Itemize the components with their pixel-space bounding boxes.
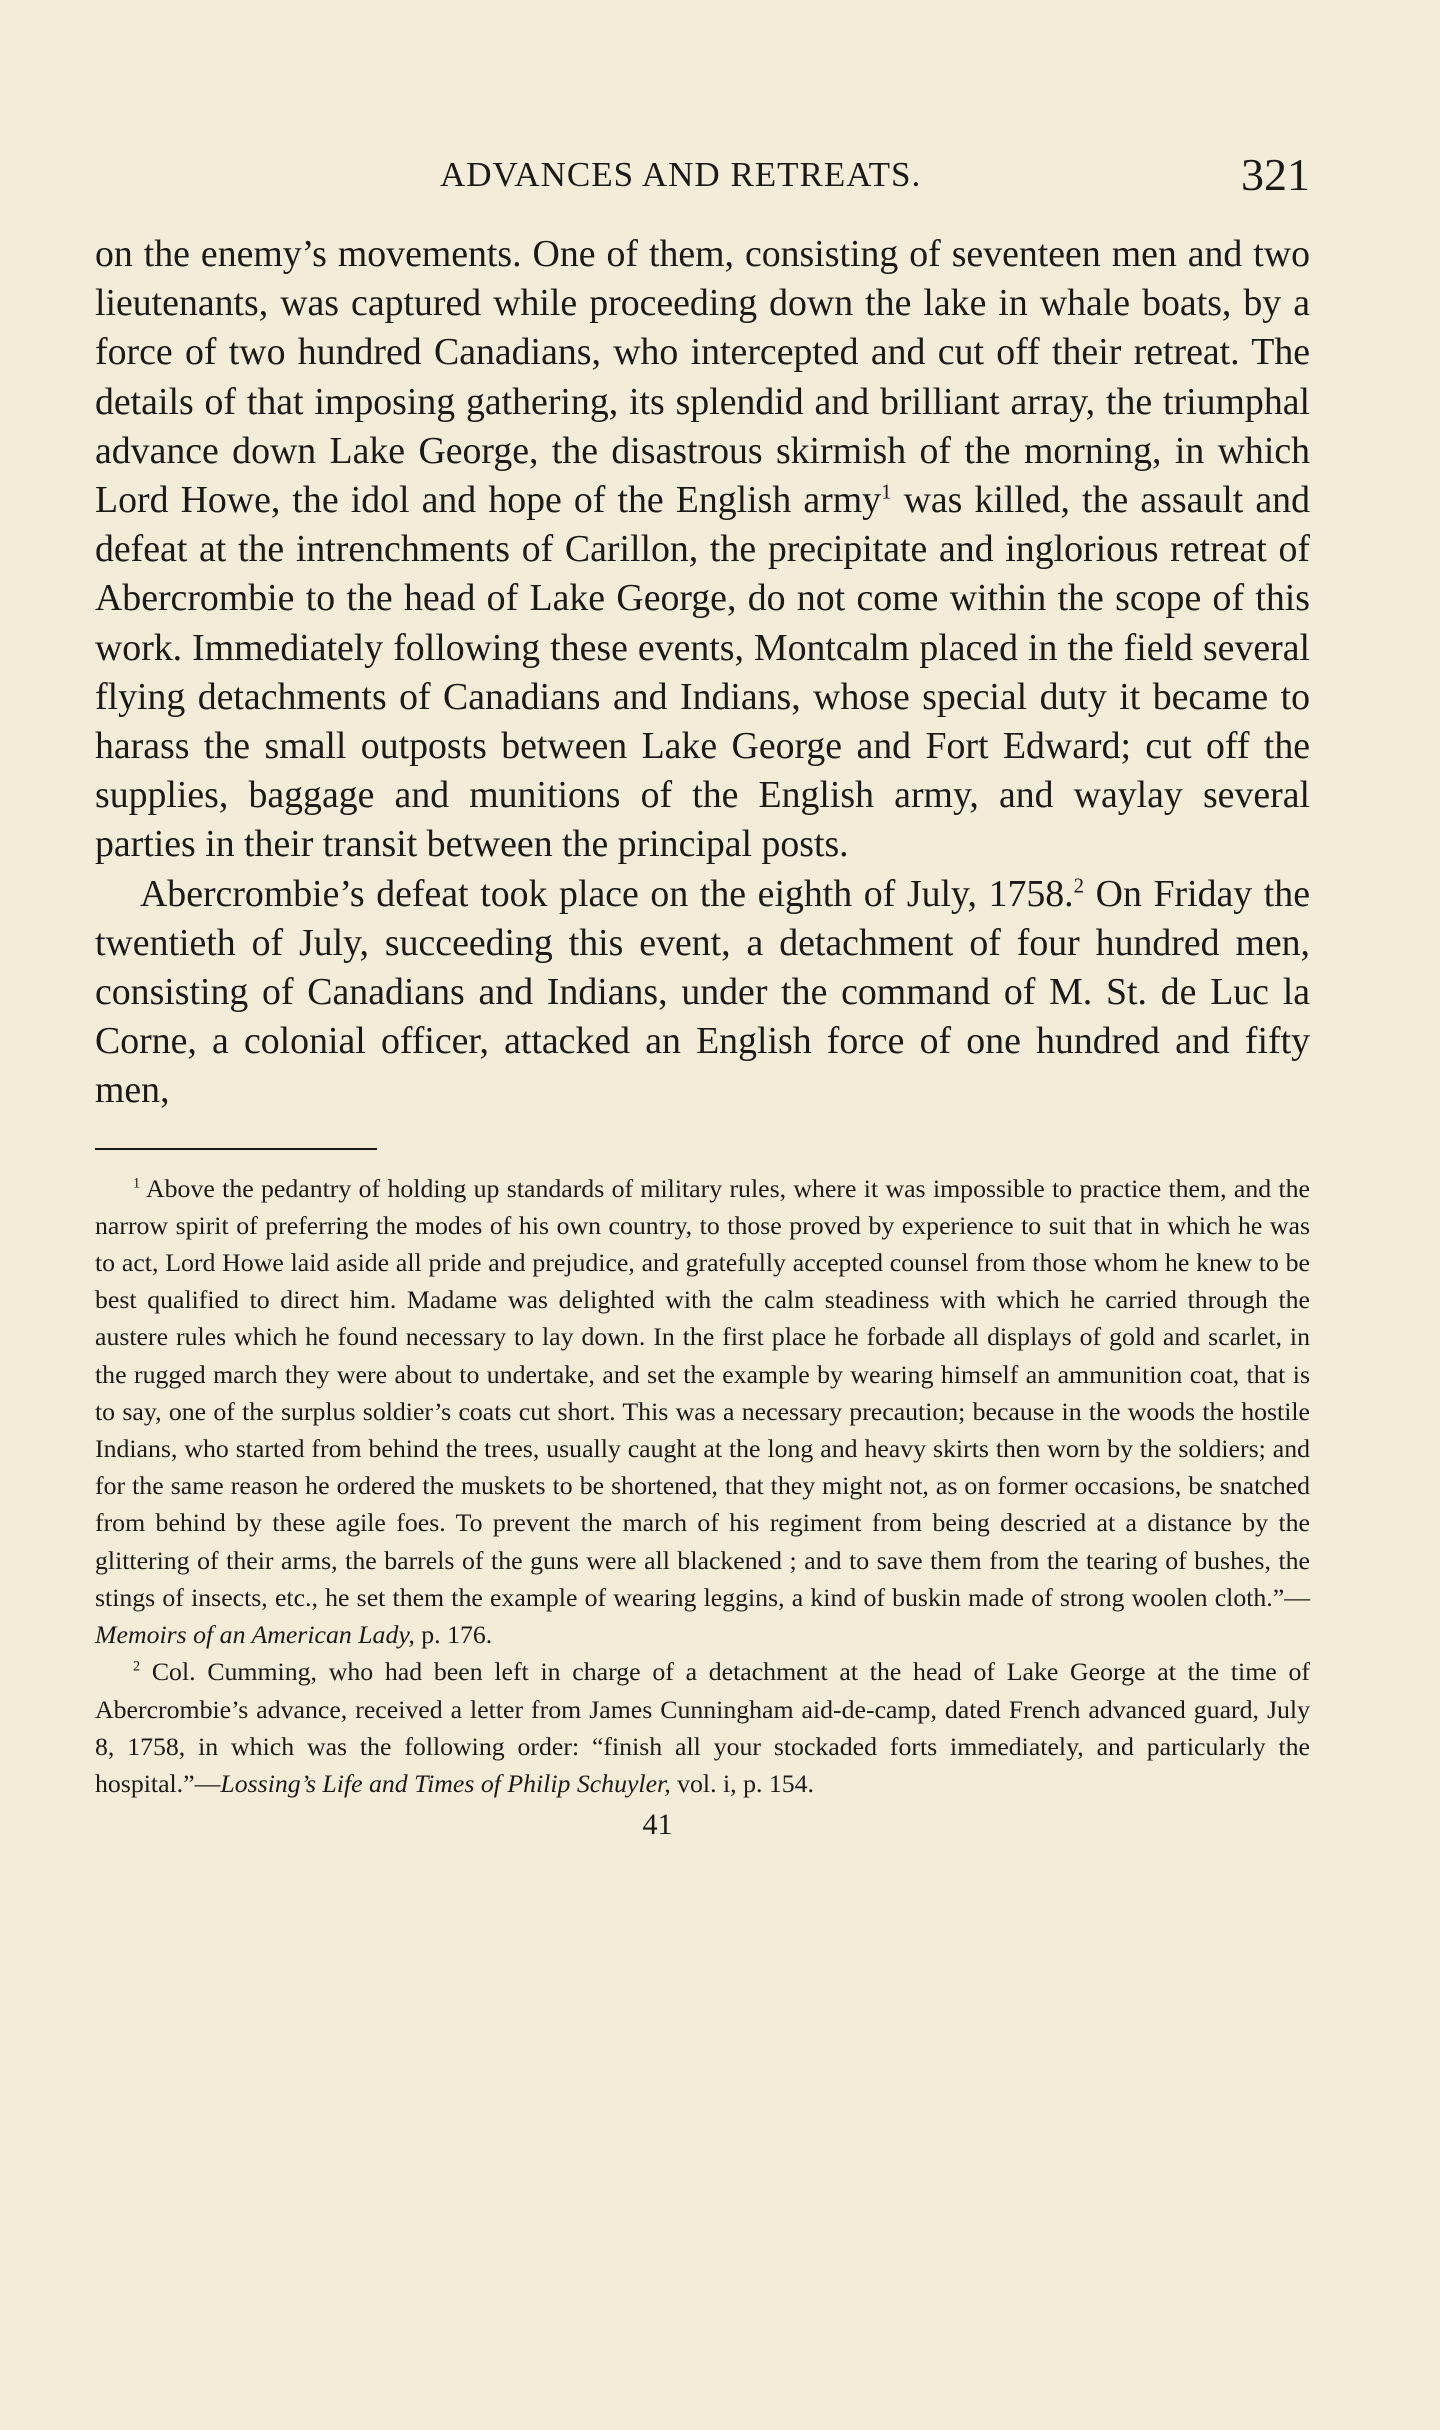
paragraph-1 [95,230,1310,870]
footnote-2-text: Col. Cumming, who had been left in charge of a detachment at the head of Lake George at the time of Abercrombie’s advance, received a letter from James Cunningham aid-de-camp, dated French advanced guard, July 8, 1758, in which was the following order: “finish all your stockaded forts immediately, and particularly the hospital.”— [95,1657,1310,1798]
footnote-1-marker: 1 [133,1175,141,1192]
paragraph-2-text-b: On Friday the twentieth of July, succeeding this event, a detachment of four hundred men, consisting of Canadians and Indians, under the command of M. St. de Luc la Corne, a colonial officer, attacked an English force of one hundred and fifty men, [95,872,1310,1112]
paragraph-2-text-a: Abercrombie’s defeat took place on the eighth of July, 1758. [140,872,1074,915]
footnotes [95,1170,1310,1802]
body-text [95,230,1310,1116]
footnote-1-citation: Memoirs of an American Lady, [95,1620,415,1650]
book-page [95,100,1310,1842]
signature-mark: 41 [642,1808,673,1842]
footnote-divider [95,1148,377,1150]
paragraph-1-text-a: on the enemy’s movements. One of them, consisting of seventeen men and two lieutenants, was captured while proceeding down the lake in whale boats, by a force of two hundred Canadians, who intercepted and cut off their retreat. The details of that imposing gathering, its splendid and brilliant array, the triumphal advance down Lake George, the disastrous skirmish of the morning, in which Lord Howe, the idol and hope of the English army [95,233,1310,522]
footnote-ref-1: 1 [881,480,892,504]
page-number: 321 [1241,149,1310,200]
footnote-1 [95,1170,1310,1654]
footnote-2 [95,1653,1310,1802]
paragraph-1-text-b: was killed, the assault and defeat at the intrenchments of Carillon, the precipitate and inglorious retreat of Abercrombie to the head of Lake George, do not come within the scope of this work. Immediately following these events, Montcalm placed in the field several flying detachments of Canadians and Indians, whose special duty it became to harass the small outposts between Lake George and Fort Edward; cut off the supplies, baggage and munitions of the English army, and waylay several parties in their transit between the principal posts. [95,479,1310,866]
footnote-ref-2: 2 [1073,874,1084,898]
footnote-1-end: p. 176. [414,1620,493,1650]
footnote-1-text: Above the pedantry of holding up standards of military rules, where it was impossible to practice them, and the narrow spirit of preferring the modes of his own country, to those proved by experience to suit that in which he was to act, Lord Howe laid aside all pride and prejudice, and gratefully accepted counsel from those whom he knew to be best qualified to direct him. Madame was delighted with the calm steadiness with which he carried through the austere rules which he found necessary to lay down. In the first place he forbade all displays of gold and scarlet, in the rugged march they were about to undertake, and set the example by wearing himself an ammunition coat, that is to say, one of the surplus soldier’s coats cut short. This was a necessary precaution; because in the woods the hostile Indians, who started from behind the trees, usually caught at the long and heavy skirts then worn by the soldiers; and for the same reason he ordered the muskets to be shortened, that they might not, as on former occasions, be snatched from behind by these agile foes. To prevent the march of his regiment from being descried at a distance by the glittering of their arms, the barrels of the guns were all blackened ; and to save them from the tearing of bushes, the stings of insects, etc., he set them the example of wearing leggins, a kind of buskin made of strong woolen cloth.”— [95,1173,1310,1612]
footnote-2-marker: 2 [133,1658,141,1675]
running-title: ADVANCES AND RETREATS. [440,155,922,194]
paragraph-2 [95,870,1310,1116]
footnote-2-citation: Lossing’s Life and Times of Philip Schuyler, [220,1768,671,1798]
footnote-2-end: vol. i, p. 154. [670,1768,815,1798]
running-head [95,100,1310,200]
